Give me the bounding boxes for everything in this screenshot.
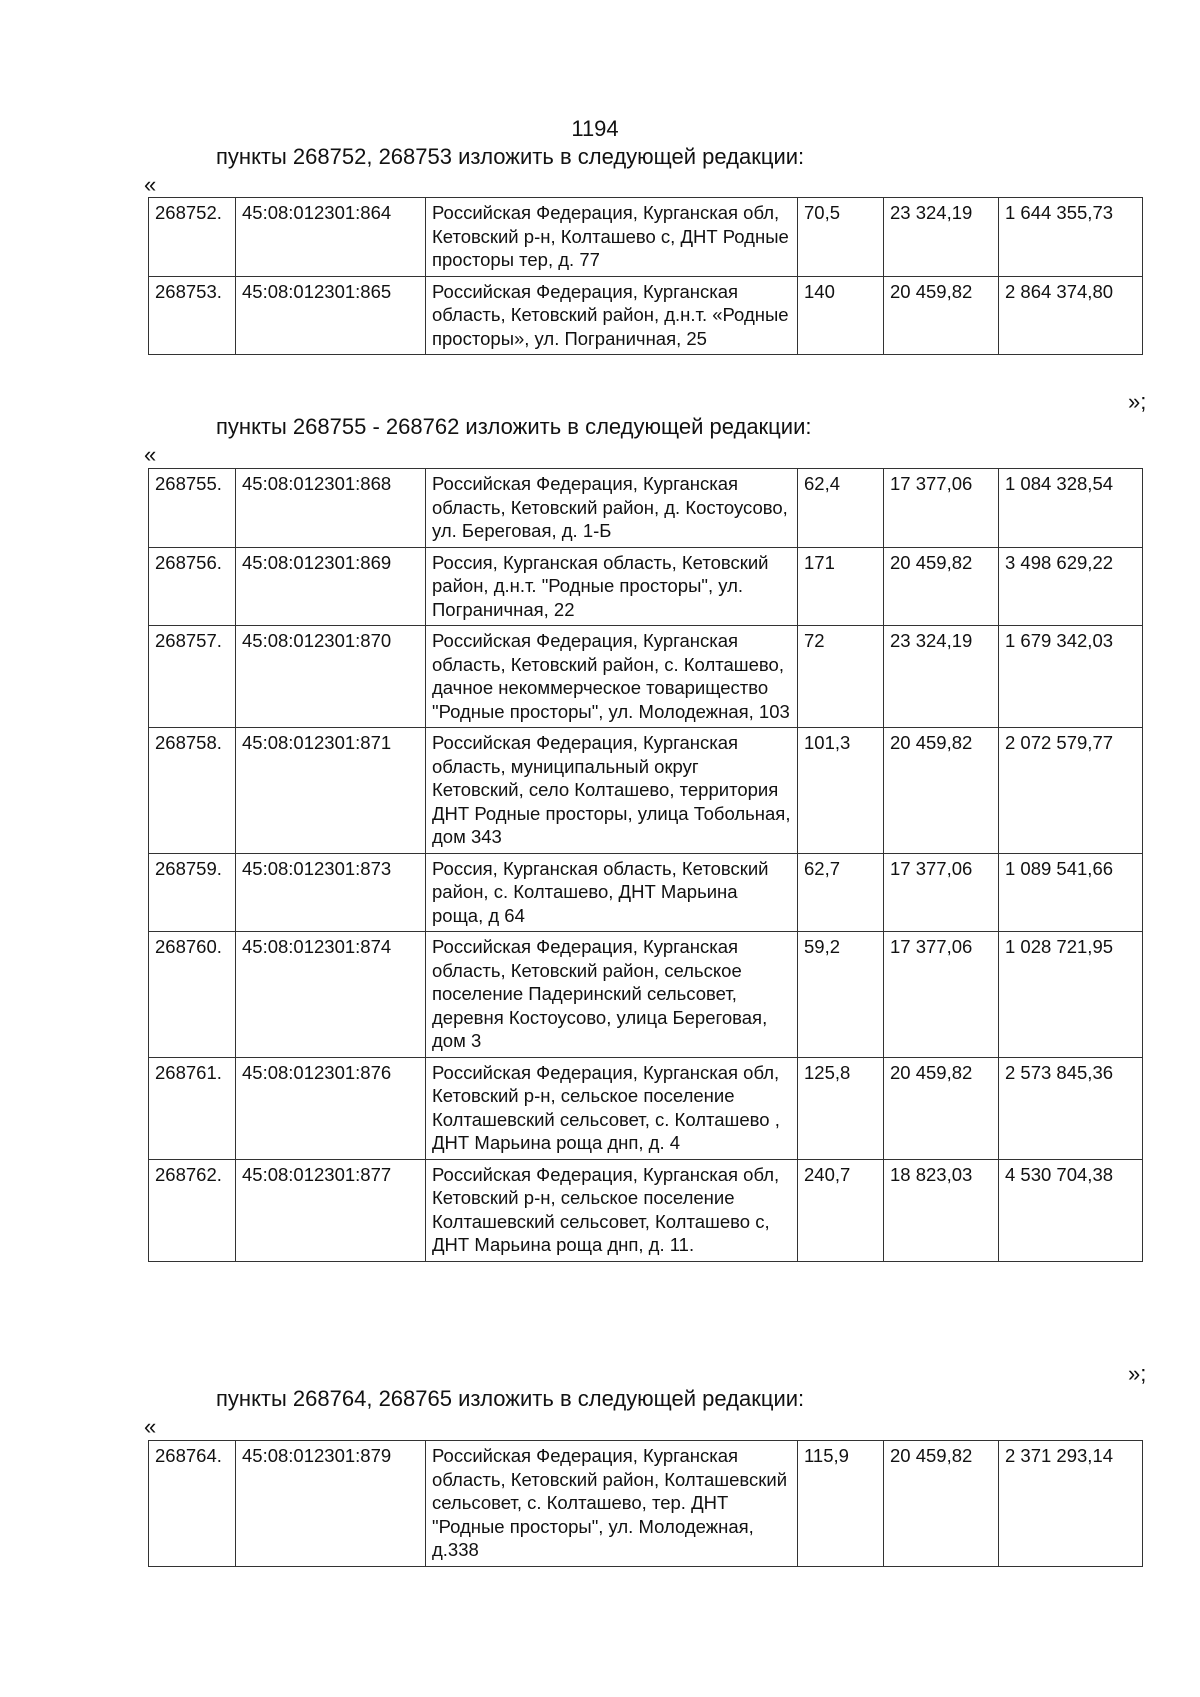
total-value: 1 679 342,03 xyxy=(999,626,1143,728)
table-row xyxy=(149,198,1143,277)
area: 140 xyxy=(798,276,884,355)
total-value: 2 573 845,36 xyxy=(999,1057,1143,1159)
total-value: 1 644 355,73 xyxy=(999,198,1143,277)
total-value: 4 530 704,38 xyxy=(999,1159,1143,1261)
area: 62,4 xyxy=(798,469,884,548)
address: Россия, Курганская область, Кетовский район, д.н.т. "Родные просторы", ул. Пограничная, 22 xyxy=(426,547,798,626)
open-quote: « xyxy=(144,172,157,197)
cadastral-number: 45:08:012301:876 xyxy=(236,1057,426,1159)
cadastral-number: 45:08:012301:874 xyxy=(236,932,426,1058)
item-number: 268759. xyxy=(149,853,236,932)
area: 62,7 xyxy=(798,853,884,932)
page-number: 1194 xyxy=(571,116,619,141)
unit-value: 17 377,06 xyxy=(884,932,999,1058)
total-value: 2 371 293,14 xyxy=(999,1441,1143,1567)
records-table xyxy=(148,468,1143,1262)
area: 101,3 xyxy=(798,728,884,854)
table-row xyxy=(149,853,1143,932)
unit-value: 20 459,82 xyxy=(884,728,999,854)
table-row xyxy=(149,1441,1143,1567)
unit-value: 20 459,82 xyxy=(884,1441,999,1567)
item-number: 268753. xyxy=(149,276,236,355)
section-intro: пункты 268764, 268765 изложить в следующей редакции: xyxy=(216,1386,805,1411)
area: 240,7 xyxy=(798,1159,884,1261)
cadastral-number: 45:08:012301:870 xyxy=(236,626,426,728)
unit-value: 18 823,03 xyxy=(884,1159,999,1261)
address: Российская Федерация, Курганская область, Кетовский район, д.н.т. «Родные просторы», ул. Пограничная, 25 xyxy=(426,276,798,355)
address: Россия, Курганская область, Кетовский район, с. Колташево, ДНТ Марьина роща, д 64 xyxy=(426,853,798,932)
area: 115,9 xyxy=(798,1441,884,1567)
cadastral-number: 45:08:012301:873 xyxy=(236,853,426,932)
area: 70,5 xyxy=(798,198,884,277)
records-table xyxy=(148,197,1143,355)
item-number: 268761. xyxy=(149,1057,236,1159)
table-row xyxy=(149,547,1143,626)
cadastral-number: 45:08:012301:868 xyxy=(236,469,426,548)
unit-value: 17 377,06 xyxy=(884,469,999,548)
area: 171 xyxy=(798,547,884,626)
address: Российская Федерация, Курганская область, Кетовский район, д. Костоусово, ул. Береговая, д. 1-Б xyxy=(426,469,798,548)
open-quote: « xyxy=(144,442,157,467)
cadastral-number: 45:08:012301:879 xyxy=(236,1441,426,1567)
cadastral-number: 45:08:012301:877 xyxy=(236,1159,426,1261)
total-value: 2 072 579,77 xyxy=(999,728,1143,854)
address: Российская Федерация, Курганская область, Кетовский район, Колташевский сельсовет, с. Колташево, тер. ДНТ "Родные просторы", ул. Молодежная, д.338 xyxy=(426,1441,798,1567)
unit-value: 23 324,19 xyxy=(884,626,999,728)
records-table xyxy=(148,1440,1143,1567)
area: 72 xyxy=(798,626,884,728)
cadastral-number: 45:08:012301:869 xyxy=(236,547,426,626)
table-row xyxy=(149,728,1143,854)
item-number: 268755. xyxy=(149,469,236,548)
address: Российская Федерация, Курганская область, Кетовский район, сельское поселение Падеринский сельсовет, деревня Костоусово, улица Береговая, дом 3 xyxy=(426,932,798,1058)
item-number: 268752. xyxy=(149,198,236,277)
total-value: 1 084 328,54 xyxy=(999,469,1143,548)
table-row xyxy=(149,932,1143,1058)
unit-value: 23 324,19 xyxy=(884,198,999,277)
table-row xyxy=(149,1057,1143,1159)
cadastral-number: 45:08:012301:865 xyxy=(236,276,426,355)
address: Российская Федерация, Курганская обл, Кетовский р-н, Колташево с, ДНТ Родные просторы тер, д. 77 xyxy=(426,198,798,277)
item-number: 268757. xyxy=(149,626,236,728)
area: 125,8 xyxy=(798,1057,884,1159)
table-row xyxy=(149,1159,1143,1261)
unit-value: 20 459,82 xyxy=(884,1057,999,1159)
area: 59,2 xyxy=(798,932,884,1058)
close-quote: »; xyxy=(1128,1361,1147,1386)
total-value: 3 498 629,22 xyxy=(999,547,1143,626)
table-row xyxy=(149,469,1143,548)
table-row xyxy=(149,276,1143,355)
address: Российская Федерация, Курганская область, Кетовский район, с. Колташево, дачное некоммерческое товарищество "Родные просторы", ул. Молодежная, 103 xyxy=(426,626,798,728)
unit-value: 20 459,82 xyxy=(884,276,999,355)
table-row xyxy=(149,626,1143,728)
close-quote: »; xyxy=(1128,389,1147,414)
item-number: 268764. xyxy=(149,1441,236,1567)
item-number: 268760. xyxy=(149,932,236,1058)
item-number: 268756. xyxy=(149,547,236,626)
item-number: 268762. xyxy=(149,1159,236,1261)
total-value: 1 028 721,95 xyxy=(999,932,1143,1058)
section-intro: пункты 268752, 268753 изложить в следующей редакции: xyxy=(216,144,805,169)
total-value: 1 089 541,66 xyxy=(999,853,1143,932)
address: Российская Федерация, Курганская обл, Кетовский р-н, сельское поселение Колташевский сельсовет, с. Колташево , ДНТ Марьина роща днп, д. 4 xyxy=(426,1057,798,1159)
address: Российская Федерация, Курганская область, муниципальный округ Кетовский, село Колташево, территория ДНТ Родные просторы, улица Тобольная, дом 343 xyxy=(426,728,798,854)
item-number: 268758. xyxy=(149,728,236,854)
cadastral-number: 45:08:012301:871 xyxy=(236,728,426,854)
total-value: 2 864 374,80 xyxy=(999,276,1143,355)
unit-value: 17 377,06 xyxy=(884,853,999,932)
section-intro: пункты 268755 - 268762 изложить в следующей редакции: xyxy=(216,414,812,439)
address: Российская Федерация, Курганская обл, Кетовский р-н, сельское поселение Колташевский сельсовет, Колташево с, ДНТ Марьина роща днп, д. 11. xyxy=(426,1159,798,1261)
open-quote: « xyxy=(144,1414,157,1439)
cadastral-number: 45:08:012301:864 xyxy=(236,198,426,277)
unit-value: 20 459,82 xyxy=(884,547,999,626)
